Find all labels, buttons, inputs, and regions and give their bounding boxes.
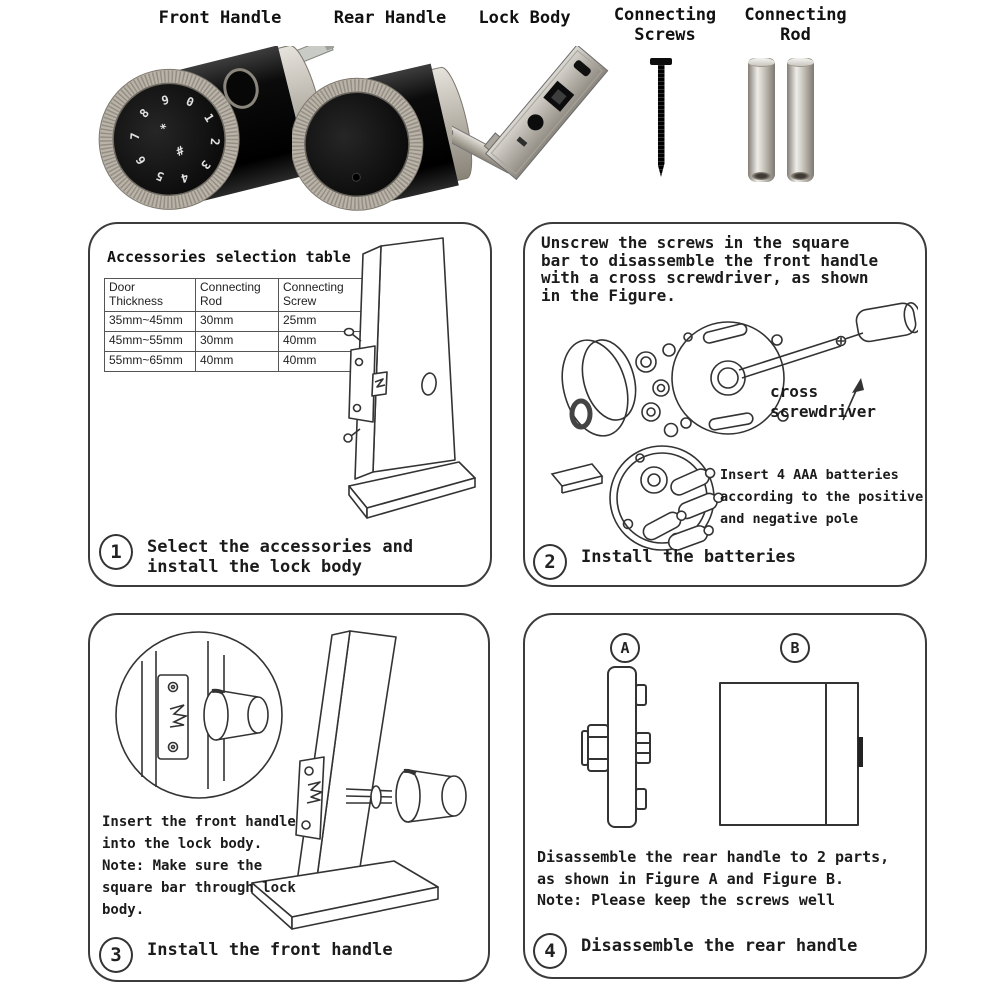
table-cell: 40mm	[279, 352, 364, 372]
step4-number: 4	[533, 933, 567, 969]
figure-b-label: B	[780, 633, 810, 663]
keypad-digit: 0	[184, 94, 196, 110]
keypad-digit: 6	[133, 153, 149, 167]
accessories-table-title: Accessories selection table	[107, 248, 351, 266]
keypad-star-key: *	[157, 120, 171, 137]
door-lockbody-illustration	[343, 232, 478, 562]
step2-panel	[523, 222, 927, 587]
table-header: Connecting Screw	[279, 279, 364, 312]
keypad-digit: 3	[197, 157, 214, 172]
table-cell: 35mm~45mm	[105, 312, 196, 332]
figure-a-label: A	[610, 633, 640, 663]
step4-caption	[533, 933, 857, 969]
step2-caption	[533, 544, 796, 580]
table-header: Door Thickness	[105, 279, 196, 312]
step2-instruction: Unscrew the screws in the square bar to disassemble the front handle with a cross screwdriver, as shown in the Figure.	[541, 233, 879, 305]
lock-body-label: Lock Body	[478, 8, 571, 28]
rod	[748, 58, 775, 182]
keypad-digit: 4	[179, 170, 190, 186]
front-handle-label: Front Handle	[158, 8, 282, 28]
lock-body-photo	[452, 46, 620, 211]
table-cell: 30mm	[196, 312, 279, 332]
keypad-digit: 8	[136, 106, 153, 121]
keypad-digit: 9	[160, 92, 171, 108]
connecting-rod-label: Connecting Rod	[744, 5, 847, 45]
handle-disassembly-illustration	[543, 290, 918, 465]
step1-panel	[88, 222, 492, 587]
keypad-digit: 5	[154, 168, 166, 184]
table-cell: 25mm	[279, 312, 364, 332]
step1-number: 1	[99, 534, 133, 570]
battery-installation-illustration	[540, 440, 735, 555]
table-row	[105, 332, 364, 352]
step2-caption-text: Install the batteries	[581, 547, 796, 567]
battery-note: Insert 4 AAA batteries according to the positive and negative pole	[720, 467, 924, 527]
step3-number: 3	[99, 937, 133, 973]
step3-caption-text: Install the front handle	[147, 940, 393, 960]
table-header: Connecting Rod	[196, 279, 279, 312]
step4-instruction: Disassemble the rear handle to 2 parts, as shown in Figure A and Figure B. Note: Please keep the screws well	[537, 848, 890, 909]
connecting-rod-photo	[748, 58, 814, 182]
step1-caption	[99, 534, 413, 577]
connecting-screw-photo	[648, 58, 674, 180]
step1-caption-text: Select the accessories and install the lock body	[147, 537, 414, 577]
keypad-digit: 7	[127, 132, 143, 141]
step3-instruction: Insert the front handle into the lock body. Note: Make sure the square bar through lock body.	[102, 814, 296, 918]
keypad-digit: 2	[207, 137, 223, 146]
table-cell: 40mm	[279, 332, 364, 352]
cross-screwdriver-label: cross screwdriver	[770, 382, 876, 421]
table-cell: 45mm~55mm	[105, 332, 196, 352]
keypad-hash-key: #	[173, 143, 187, 159]
table-row	[105, 352, 364, 372]
table-cell: 30mm	[196, 332, 279, 352]
step2-number: 2	[533, 544, 567, 580]
accessories-table	[104, 278, 364, 372]
rod	[787, 58, 814, 182]
step4-caption-text: Disassemble the rear handle	[581, 936, 858, 956]
rear-handle-label: Rear Handle	[333, 8, 447, 28]
table-cell: 40mm	[196, 352, 279, 372]
step4-panel	[523, 613, 927, 979]
screw-head	[650, 58, 672, 65]
rear-handle-parts-illustration	[580, 661, 890, 839]
keypad-digit: 1	[201, 111, 217, 125]
step3-panel	[88, 613, 490, 982]
screw-shaft	[658, 65, 665, 177]
connecting-screws-label: Connecting Screws	[613, 5, 717, 45]
table-cell: 55mm~65mm	[105, 352, 196, 372]
step3-caption	[99, 937, 393, 973]
table-row	[105, 312, 364, 332]
